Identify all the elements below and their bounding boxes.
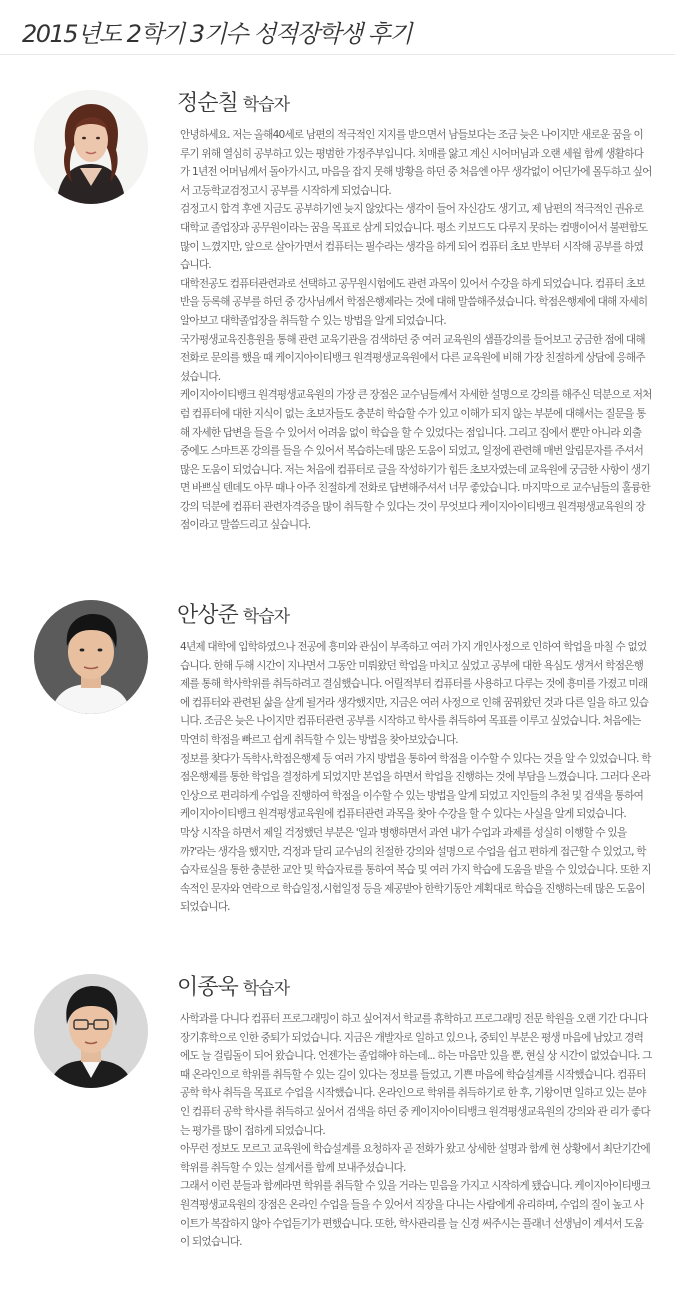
page-title: 2015년도 2학기 3기수 성적장학생 후기 <box>22 20 412 48</box>
review-paragraph: 대학전공도 컴퓨터관련과로 선택하고 공무원시험에도 관련 과목이 있어서 수강을 하게 되었습니다. 컴퓨터 초보 반을 등록해 공부를 하던 중 강사님께서 학점은행제라는 것에 대해 말씀해주셨습니다. 학점은행제에 대해 자세히 알아보고 대학졸업장을 취득할 수 있는 방법을 알게 되었습니다. <box>180 277 648 327</box>
review-paragraph: 케이지아이티뱅크 원격평생교육원의 가장 큰 장점은 교수님들께서 자세한 설명으로 강의를 해주신 덕분으로 저처럼 컴퓨터에 대한 지식이 없는 초보자들도 충분히 학습할 수가 있고 이해가 되지 않는 부분에 대해서는 질문을 통해 자세한 답변을 들을 수 있어서 어려움 없이 학습을 할 수 있었다는 점입니다. 그리고 집에서 뿐만 아니라 외출 중에도 스마트폰 강의를 들을 수 있어서 복습하는데 많은 도움이 되었고, 일정에 관련해 매번 알림문자를 주셔서 많은 도움이 되었습니다. 저는 처음에 컴퓨터로 글을 작성하기가 힘든 초보자였는데 교육원에 궁금한 사항이 생기면 바쁘실 텐데도 아무 때나 아주 친절하게 전화로 답변해주셔서 너무 좋았습니다. 마지막으로 교수님들의 훌륭한 강의 덕분에 컴퓨터 관련자격증을 많이 취득할 수 있다는 것이 무엇보다 케이지아이티뱅크 원격평생교육원의 장점이라고 말씀드리고 싶습니다. <box>180 389 652 532</box>
review-paragraph: 검정고시 합격 후엔 지금도 공부하기엔 늦지 않았다는 생각이 들어 자신감도 생기고, 제 남편의 적극적인 권유로 대학교 졸업장과 공무원이라는 꿈을 목표로 삼게 되었습니다. 평소 키보드도 다루지 못하는 컴맹이어서 불편함도 많이 느꼈지만, 앞으로 살아가면서 컴퓨터는 필수라는 생각을 하게 되어 컴퓨터 초보 반부터 시작해 공부를 하였습니다. <box>180 203 648 272</box>
title-divider <box>0 54 675 55</box>
review-paragraph: 안녕하세요. 저는 올해40세로 남편의 적극적인 지지를 받으면서 남들보다는 조금 늦은 나이지만 새로운 꿈을 이루기 위해 열심히 공부하고 있는 평범한 가정주부입니다. 치매를 앓고 계신 시어머님과 오랜 세월 함께 생활하다가 1년전 어머님께서 돌아가시고, 마음을 잡지 못해 방황을 하던 중 처음엔 아무 생각없이 어딘가에 몰두하고 싶어서 고등학교검정고시 공부를 시작하게 되었습니다. <box>180 129 652 197</box>
review-paragraph: 국가평생교육진흥원을 통해 관련 교육기관을 검색하던 중 여러 교육원의 샘플강의를 들어보고 궁금한 점에 대해 전화로 문의를 했을 때 케이지아이티뱅크 원격평생교육원에서 다른 교육원에 비해 가장 친절하게 상담에 응해주셨습니다. <box>180 333 645 383</box>
review-text-2 <box>180 638 652 917</box>
review-paragraph: 그래서 이런 분들과 함께라면 학위를 취득할 수 있을 거라는 믿음을 가지고 시작하게 됐습니다. 케이지아이티뱅크 원격평생교육원의 장점은 온라인 수업을 들을 수 있어서 직장을 다니는 사람에게 유리하며, 수업의 질이 높고 사이트가 복잡하지 않아 수업듣기가 편했습니다. 또한, 학사관리를 늘 신경 써주시는 플래너 선생님이 계셔서 도움이 되었습니다. <box>180 1180 650 1249</box>
student-name-2: 안상준 학습자 <box>177 603 290 628</box>
review-text-3 <box>180 1010 652 1252</box>
review-paragraph: 사학과를 다니다 컴퓨터 프로그래밍이 하고 싶어져서 학교를 휴학하고 프로그래밍 전문 학원을 오랜 기간 다니다 장기휴학으로 인한 중퇴가 되었습니다. 지금은 개발자로 일하고 있으나, 중퇴인 부분은 평생 마음에 남았고 경력에도 늘 걸림돌이 되어 왔습니다. 언젠가는 졸업해야 하는데... 하는 마음만 있을 뿐, 현실 상 시간이 없었습니다. 그때 온라인으로 학위를 취득할 수 있는 길이 있다는 정보를 들었고, 기쁜 마음에 학습설계를 시작했습니다. 컴퓨터 공학 학사 취득을 목표로 수업을 시작했습니다. 온라인으로 학위를 취득하기로 한 후, 기왕이면 일하고 있는 분야인 컴퓨터 공학 학사를 취득하고 싶어서 검색을 하던 중 케이지아이티뱅크 원격평생교육원의 강의와 관 리가 좋다는 평가를 많이 접하게 되었습니다. <box>180 1013 652 1137</box>
woman-portrait-icon <box>34 90 148 204</box>
review-paragraph: 아무런 정보도 모르고 교육원에 학습설계를 요청하자 곧 전화가 왔고 상세한 설명과 함께 현 상황에서 최단기간에 학위를 취득할 수 있는 설계서를 함께 보내주셨습니다. <box>180 1143 650 1174</box>
man-with-glasses-portrait-icon <box>34 974 148 1088</box>
student-name-3: 이종욱 학습자 <box>177 975 290 1000</box>
review-paragraph: 4년제 대학에 입학하였으나 전공에 흥미와 관심이 부족하고 여러 가지 개인사정으로 인하여 학업을 마칠 수 없었습니다. 한해 두해 시간이 지나면서 그동안 미뤄왔던 학업을 마치고 싶었고 공부에 대한 욕심도 생겨서 학점은행제를 통해 학사학위를 취득하려고 결심했습니다. 어릴적부터 컴퓨터를 사용하고 다루는 것에 흥미를 가졌고 미래에 컴퓨터와 관련된 삶을 살게 될거라 생각했지만, 지금은 여러 사정으로 인해 꿈꿔왔던 것과 다른 일을 하고 있습니다. 조금은 늦은 나이지만 컴퓨터관련 공부를 시작하고 학사를 취득하여 목표를 이루고 싶었습니다. 처음에는 막연히 학점을 빠르고 쉽게 취득할 수 있는 방법을 찾아보았습니다. <box>180 641 649 746</box>
student-photo-3 <box>34 974 148 1088</box>
review-paragraph: 정보를 찾다가 독학사,학점은행제 등 여러 가지 방법을 통하여 학점을 이수할 수 있다는 것을 알 수 있었습니다. 학점은행제를 통한 학업을 결정하게 되었지만 본업을 하면서 학업을 진행하는 것에 부담을 느꼈습니다. 그러다 온라인상으로 편리하게 수업을 진행하여 학점을 이수할 수 있는 방법을 알게 되었고 지인들의 추천 및 검색을 통하여 케이지아이티뱅크 원격평생교육원에 컴퓨터관련 과목을 찾아 수강을 할 수 있다는 사실을 알게 되었습니다. <box>180 752 651 821</box>
review-paragraph: 막상 시작을 하면서 제일 걱정했던 부분은 '일과 병행하면서 과연 내가 수업과 과제를 성실히 이행할 수 있을까?'라는 생각을 했지만, 걱정과 달리 교수님의 친절한 강의와 설명으로 수업을 쉽고 편하게 접근할 수 있었고, 학습자료실을 통한 충분한 교안 및 학습자료를 통하여 복습 및 여러 가지 학습에 도움을 받을 수 있었습니다. 또한 지속적인 문자와 연락으로 학습일정,시험일정 등을 제공받아 한학기동안 계획대로 학습을 진행하는데 많은 도움이 되었습니다. <box>180 826 651 914</box>
man-portrait-icon <box>34 600 148 714</box>
review-text-1 <box>180 126 652 535</box>
student-photo-1 <box>34 90 148 204</box>
student-name-1: 정순칠 학습자 <box>177 91 290 116</box>
student-photo-2 <box>34 600 148 714</box>
